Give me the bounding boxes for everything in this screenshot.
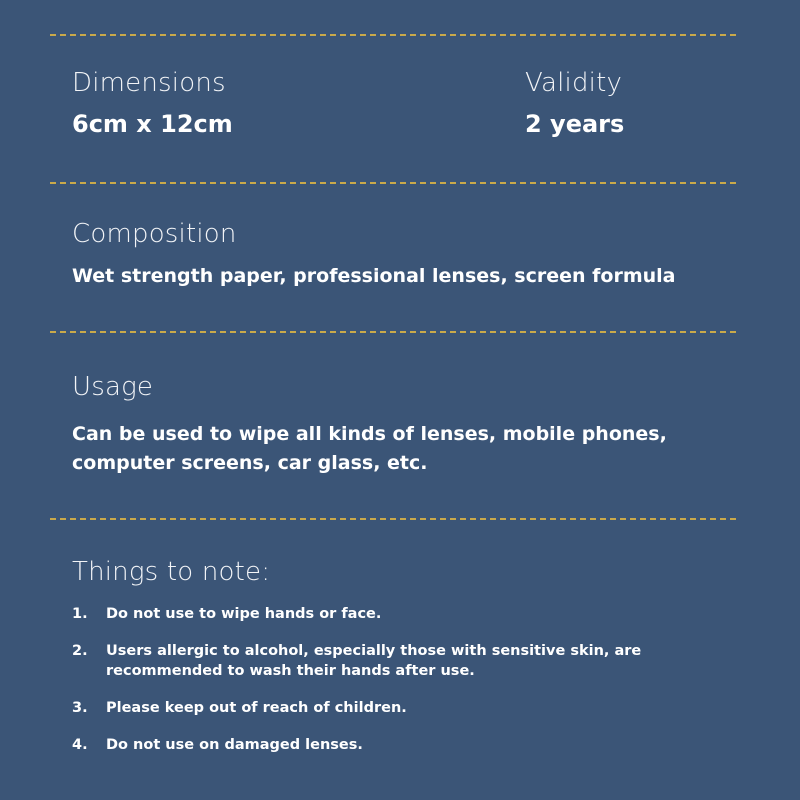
note-number: 3. bbox=[72, 700, 88, 716]
divider-after-dimensions bbox=[50, 182, 736, 184]
divider-top bbox=[50, 34, 736, 36]
note-item bbox=[72, 604, 712, 624]
composition-value: Wet strength paper, professional lenses, screen formula bbox=[72, 265, 676, 287]
composition-label: Composition bbox=[72, 219, 237, 249]
note-text: Users allergic to alcohol, especially those with sensitive skin, are recommended to wash their hands after use. bbox=[106, 643, 642, 679]
divider-after-usage bbox=[50, 518, 736, 520]
note-item bbox=[72, 735, 712, 755]
validity-value: 2 years bbox=[525, 110, 625, 138]
dimensions-value: 6cm x 12cm bbox=[72, 110, 233, 138]
note-item bbox=[72, 641, 712, 681]
validity-label: Validity bbox=[525, 68, 623, 98]
note-text: Do not use to wipe hands or face. bbox=[106, 606, 382, 622]
note-text: Please keep out of reach of children. bbox=[106, 700, 407, 716]
notes-title: Things to note: bbox=[72, 557, 271, 587]
usage-value: Can be used to wipe all kinds of lenses, mobile phones, computer screens, car glass, etc. bbox=[72, 423, 667, 474]
note-item bbox=[72, 698, 712, 718]
divider-after-composition bbox=[50, 331, 736, 333]
note-number: 2. bbox=[72, 643, 88, 659]
notes-list bbox=[72, 604, 712, 772]
note-number: 4. bbox=[72, 737, 88, 753]
dimensions-label: Dimensions bbox=[72, 68, 226, 98]
note-number: 1. bbox=[72, 606, 88, 622]
usage-label: Usage bbox=[72, 372, 154, 402]
note-text: Do not use on damaged lenses. bbox=[106, 737, 363, 753]
